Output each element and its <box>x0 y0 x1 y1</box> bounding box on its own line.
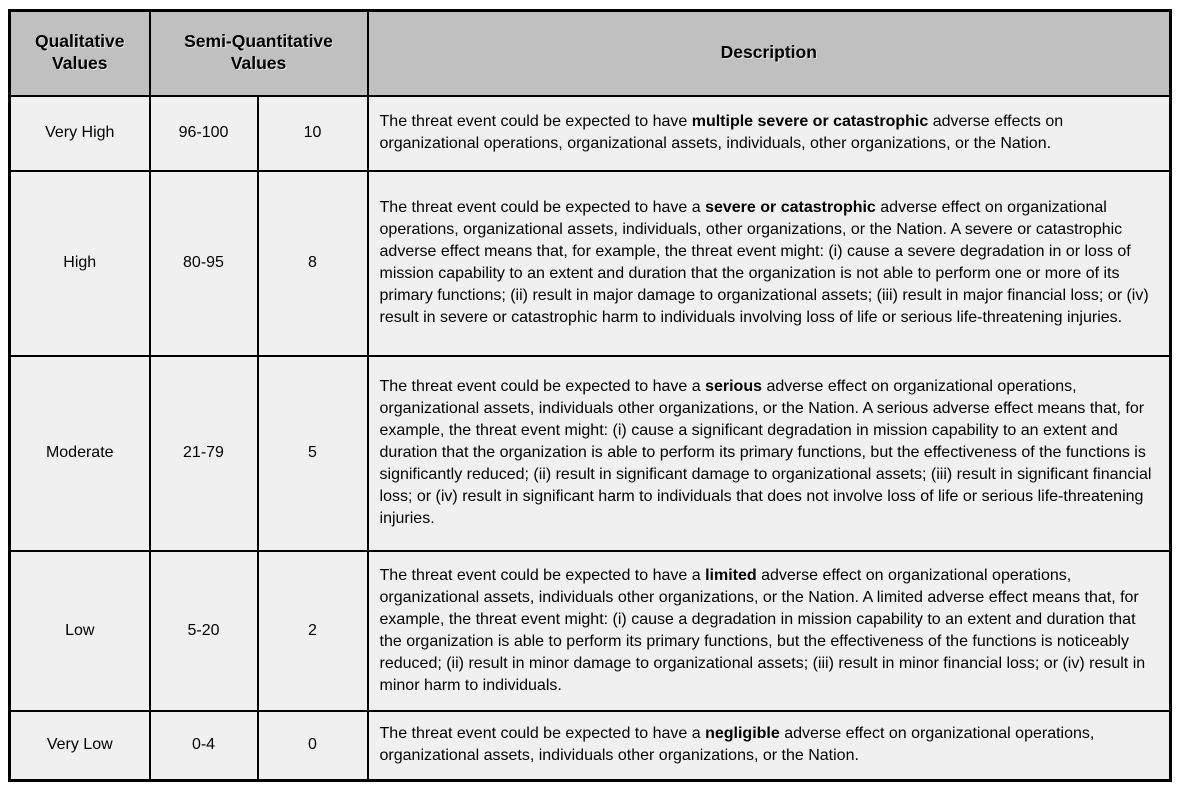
table-row-low <box>10 551 1171 711</box>
table-row-moderate <box>10 356 1171 551</box>
score-cell: 5 <box>258 356 368 551</box>
header-semi-quantitative-values: Semi-Quantitative Values <box>150 11 368 96</box>
range-cell: 0-4 <box>150 711 258 781</box>
range-cell: 21-79 <box>150 356 258 551</box>
impact-scale-table <box>8 9 1172 782</box>
score-cell: 10 <box>258 96 368 171</box>
description-cell: The threat event could be expected to have multiple severe or catastrophic adverse effects on organizational operations, organizational assets, individuals, other organizations, or the Nation. <box>368 96 1171 171</box>
table-row-very-high <box>10 96 1171 171</box>
qualitative-cell: Moderate <box>10 356 150 551</box>
description-cell: The threat event could be expected to have a negligible adverse effect on organizational operations, organizational assets, individuals other organizations, or the Nation. <box>368 711 1171 781</box>
description-cell: The threat event could be expected to have a limited adverse effect on organizational operations, organizational assets, individuals other organizations, or the Nation. A limited adverse effect means that, for example, the threat event might: (i) cause a degradation in mission capability to an extent and duration that the organization is able to perform its primary functions, but the effectiveness of the functions is noticeably reduced; (ii) result in minor damage to organizational assets; (iii) result in minor financial loss; or (iv) result in minor harm to individuals. <box>368 551 1171 711</box>
qualitative-cell: Low <box>10 551 150 711</box>
range-cell: 96-100 <box>150 96 258 171</box>
description-cell: The threat event could be expected to have a severe or catastrophic adverse effect on organizational operations, organizational assets, individuals, other organizations, or the Nation. A severe or catastrophic adverse effect means that, for example, the threat event might: (i) cause a severe degradation in or loss of mission capability to an extent and duration that the organization is not able to perform one or more of its primary functions; (ii) result in major damage to organizational assets; (iii) result in major financial loss; or (iv) result in severe or catastrophic harm to individuals involving loss of life or serious life-threatening injuries. <box>368 171 1171 356</box>
description-cell: The threat event could be expected to have a serious adverse effect on organizational operations, organizational assets, individuals other organizations, or the Nation. A serious adverse effect means that, for example, the threat event might: (i) cause a significant degradation in mission capability to an extent and duration that the organization is able to perform its primary functions, but the effectiveness of the functions is significantly reduced; (ii) result in significant damage to organizational assets; (iii) result in significant financial loss; or (iv) result in significant harm to individuals that does not involve loss of life or serious life-threatening injuries. <box>368 356 1171 551</box>
score-cell: 8 <box>258 171 368 356</box>
range-cell: 5-20 <box>150 551 258 711</box>
score-cell: 0 <box>258 711 368 781</box>
qualitative-cell: High <box>10 171 150 356</box>
table-row-high <box>10 171 1171 356</box>
table-row-very-low <box>10 711 1171 781</box>
header-row <box>10 11 1171 96</box>
score-cell: 2 <box>258 551 368 711</box>
qualitative-cell: Very Low <box>10 711 150 781</box>
qualitative-cell: Very High <box>10 96 150 171</box>
header-description: Description <box>368 11 1171 96</box>
range-cell: 80-95 <box>150 171 258 356</box>
header-qualitative-values: Qualitative Values <box>10 11 150 96</box>
